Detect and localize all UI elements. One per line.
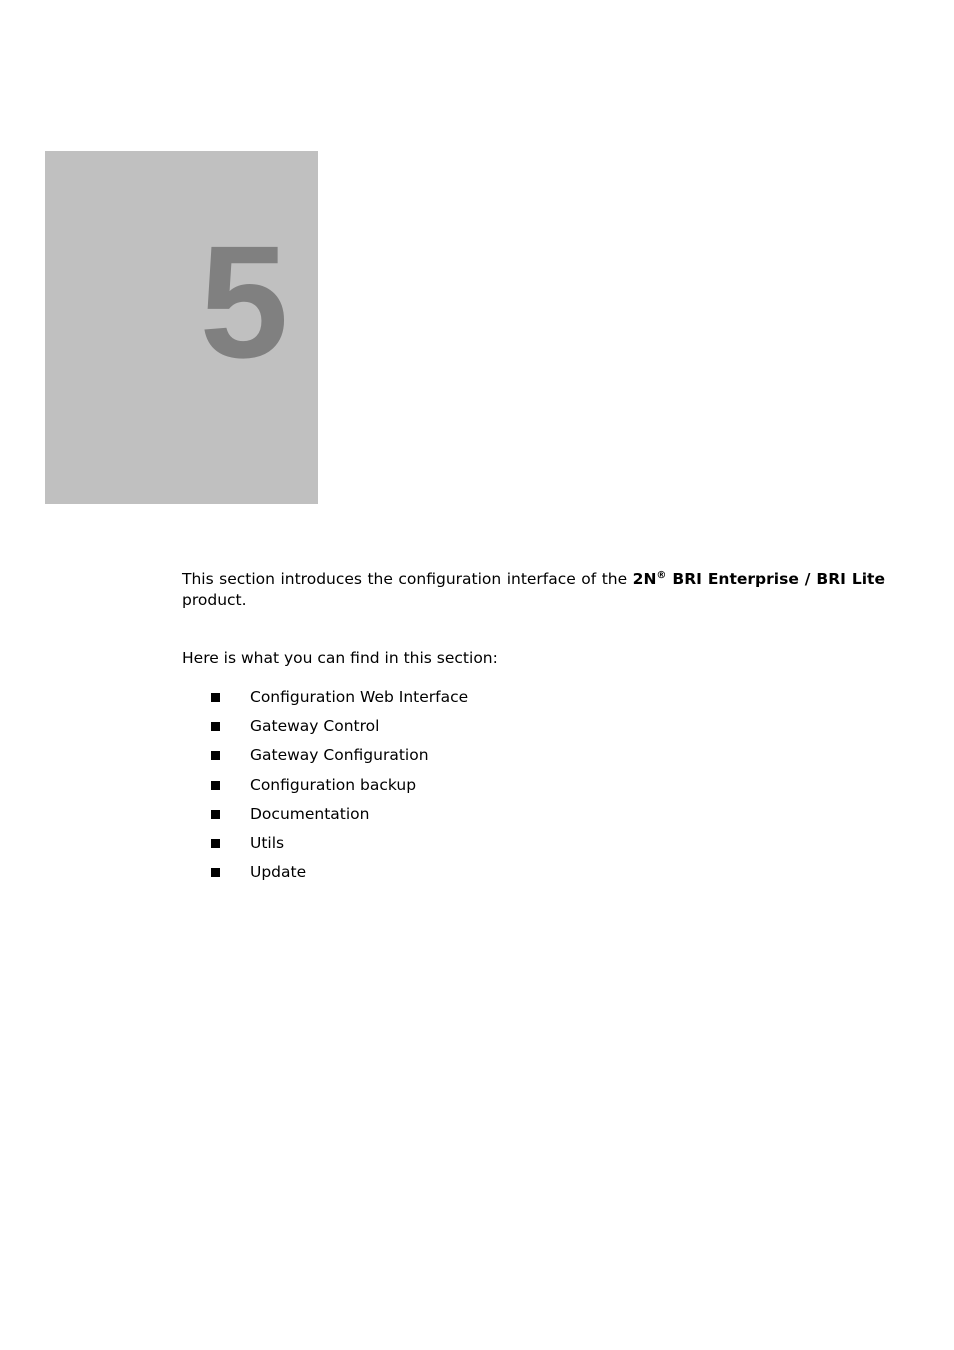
intro-suffix: product. (182, 590, 247, 609)
list-item-label: Update (250, 863, 307, 882)
list-item-label: Utils (250, 833, 285, 852)
square-bullet-icon (211, 868, 220, 877)
chapter-number: 5 (199, 212, 285, 391)
intro-paragraph (182, 569, 885, 610)
square-bullet-icon (211, 810, 220, 819)
list-item-label: Configuration backup (250, 775, 417, 794)
registered-mark: ® (656, 570, 667, 581)
list-item-label: Configuration Web Interface (250, 688, 469, 706)
product-name: BRI Enterprise / BRI Lite (666, 570, 885, 588)
square-bullet-icon (211, 839, 220, 848)
intro-prefix: This section introduces the configuration interface of the (182, 570, 633, 588)
list-item (182, 687, 468, 716)
list-item-label: Gateway Configuration (250, 746, 429, 765)
square-bullet-icon (211, 751, 220, 760)
square-bullet-icon (211, 781, 220, 790)
contents-lead: Here is what you can find in this section: (182, 649, 498, 667)
list-item (182, 862, 468, 891)
square-bullet-icon (211, 722, 220, 731)
list-item-label: Gateway Control (250, 717, 380, 736)
list-item (182, 804, 468, 833)
list-item-label: Documentation (250, 804, 370, 823)
brand-name: 2N (632, 570, 657, 588)
list-item (182, 716, 468, 745)
square-bullet-icon (211, 693, 220, 702)
section-contents-list (182, 687, 468, 891)
list-item (182, 775, 468, 804)
list-item (182, 745, 468, 774)
list-item (182, 833, 468, 862)
